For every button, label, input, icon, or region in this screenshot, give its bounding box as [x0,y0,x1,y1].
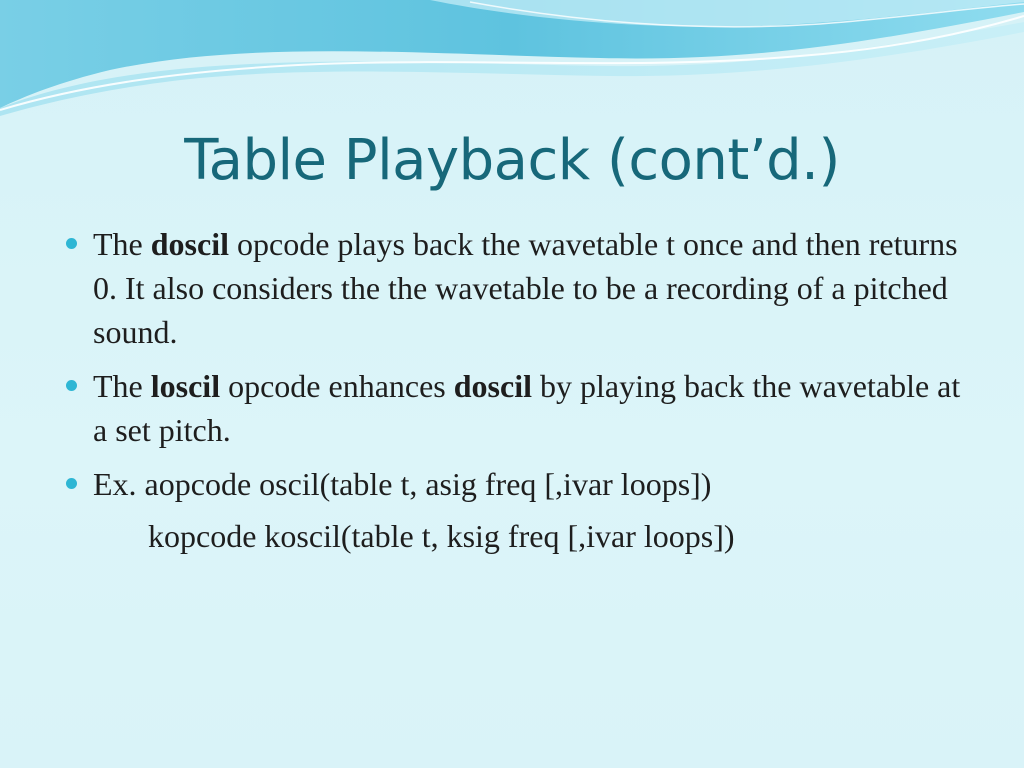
bullet-text: opcode plays back the wavetable t once and then returns 0. It also considers the the wavetable to be a recording of a pitched sound. [93,226,958,350]
bullet-item-doscil [60,222,980,354]
bullet-text: The [93,226,151,262]
bold-term: loscil [150,368,221,404]
bullet-item-example [60,462,980,558]
bullet-list [60,222,980,568]
slide-title: Table Playback (cont’d.) [184,128,840,193]
bullet-text: The [93,368,151,404]
bullet-dot-icon [66,380,77,391]
wave-banner-decoration [0,0,1024,130]
bullet-dot-icon [66,478,77,489]
bullet-text: by playing back the wavetable at a set pitch. [93,368,961,448]
bold-term: doscil [150,226,229,262]
example-line-2: kopcode koscil(table t, ksig freq [,ivar loops]) [148,518,735,554]
bullet-item-loscil [60,364,980,452]
bullet-dot-icon [66,238,77,249]
bold-term: doscil [453,368,532,404]
bullet-text: opcode enhances [220,368,454,404]
example-line-1: Ex. aopcode oscil(table t, asig freq [,ivar loops]) [93,466,712,502]
